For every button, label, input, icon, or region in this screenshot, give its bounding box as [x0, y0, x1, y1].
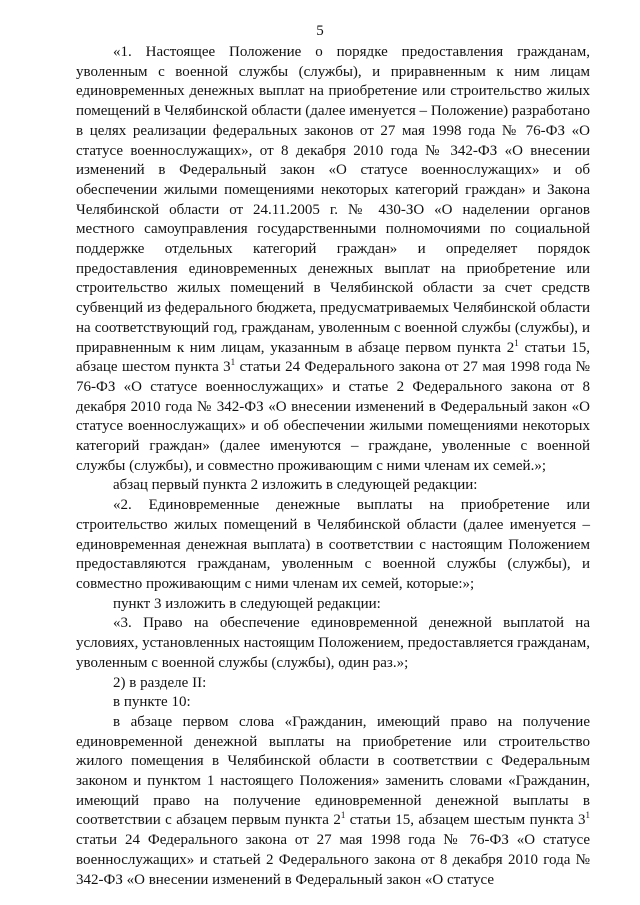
- paragraph-amend-item-2: абзац первый пункта 2 изложить в следующей редакции:: [113, 477, 478, 494]
- document-body: [76, 43, 590, 890]
- paragraph-item-10: в пункте 10:: [113, 694, 191, 711]
- paragraph-item-10-first-para: в абзаце первом слова «Гражданин, имеющий право на получение единовременной денежной выплаты на приобретение или строительство жилого помещения в Челябинской области в соответствии с Федеральным законом и пунктом 1 настоящего Положения» заменить словами «Гражданин, имеющий право на получение единовременной денежной выплаты в соответствии с абзацем первым пункта $2^1$ статьи 15, абзацем шестым пункта $3^1$ статьи 24 Федерального закона от 27 мая 1998 года № 76-ФЗ «О статусе военнослужащих» и статьей 2 Федерального закона от 8 декабря 2010 года № 342-ФЗ «О внесении изменений в Федеральный закон «О статусе: [76, 713, 590, 888]
- paragraph-item-3-text: «3. Право на обеспечение единовременной денежной выплатой на условиях, установленных настоящим Положением, предоставляется гражданам, уволенным с военной службы (службы), один раз.»;: [76, 615, 590, 671]
- page-number: 5: [316, 23, 324, 39]
- paragraph-regulation-purpose: «1. Настоящее Положение о порядке предоставления гражданам, уволенным с военной службы (службы), и приравненным к ним лицам единовременных денежных выплат на приобретение или строительство жилых помещений в Челябинской области (далее именуется – Положение) разработано в целях реализации федеральных законов от 27 мая 1998 года № 76-ФЗ «О статусе военнослужащих», от 8 декабря 2010 года № 342-ФЗ «О внесении изменений в Федеральный закон «О статусе военнослужащих» и об обеспечении жилыми помещениями некоторых категорий граждан» и Закона Челябинской области от 24.11.2005 г. № 430-ЗО «О наделении органов местного самоуправления государственными полномочиями по социальной поддержке отдельных категорий граждан» и определяет порядок предоставления единовременных денежных выплат на приобретение или строительство жилых помещений в Челябинской области за счет средств субвенций из федерального бюджета, предусматриваемых Челябинской области на соответствующий год, гражданам, уволенным с военной службы (службы), и приравненным к ним лицам, указанным в абзаце первом пункта $2^1$ статьи 15, абзаце шестом пункта $3^1$ статьи 24 Федерального закона от 27 мая 1998 года № 76-ФЗ «О статусе военнослужащих» и статье 2 Федерального закона от 8 декабря 2010 года № 342-ФЗ «О внесении изменений в Федеральный закон «О статусе военнослужащих» и об обеспечении жилыми помещениями некоторых категорий граждан» (далее именуются – граждане, уволенные с военной службы (службы), и совместно проживающим с ними членам их семей.»;: [76, 44, 591, 474]
- paragraph-item-2-text: «2. Единовременные денежные выплаты на приобретение или строительство жилых помещений в Челябинской области (далее именуется – единовременная денежная выплата) в соответствии с настоящим Положением предоставляются гражданам, уволенным с военной службы (службы), и совместно проживающим с ними членам их семей, которые:»;: [76, 497, 590, 592]
- paragraph-section-2: 2) в разделе II:: [113, 674, 207, 691]
- paragraph-amend-item-3: пункт 3 изложить в следующей редакции:: [113, 595, 381, 612]
